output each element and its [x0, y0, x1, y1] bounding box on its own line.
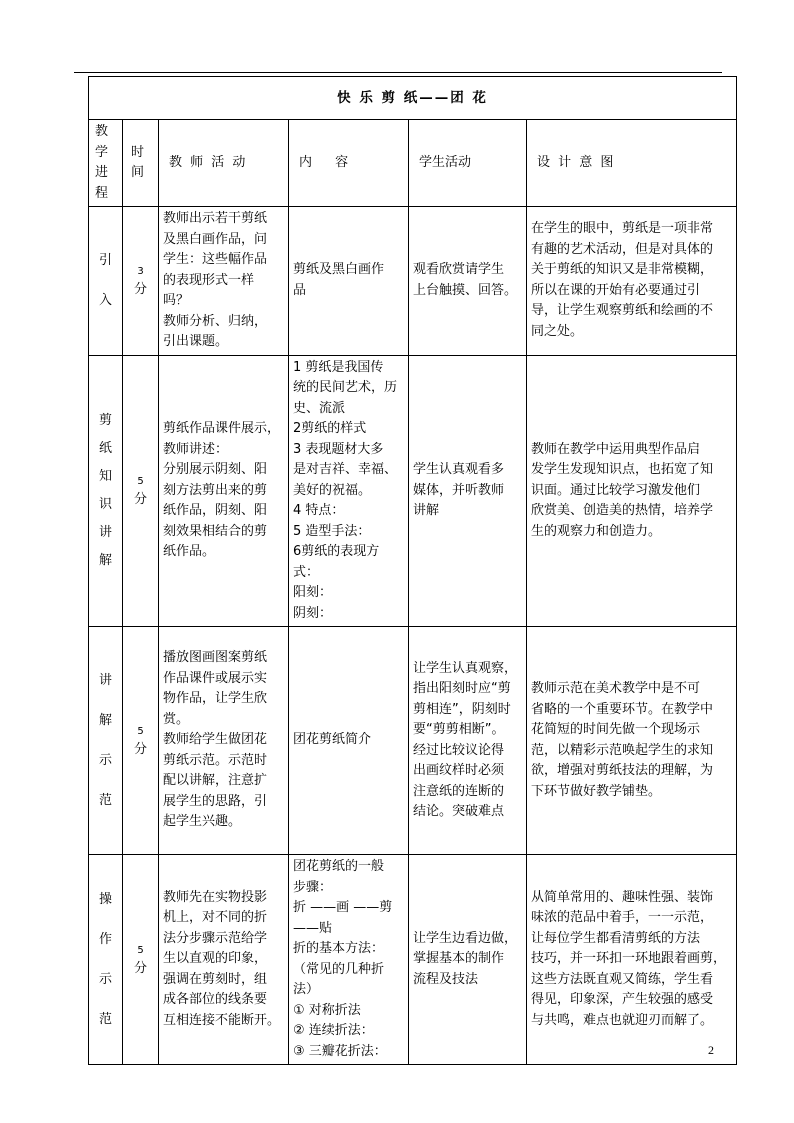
content-cell: 团花剪纸简介: [289, 627, 409, 855]
header-time-char: 间: [131, 165, 145, 180]
stage-char: 讲: [98, 524, 112, 540]
time-unit: 分: [133, 960, 147, 976]
header-time-char: 时: [131, 144, 145, 160]
stage-char: 识: [98, 496, 112, 512]
time-unit: 分: [133, 491, 147, 507]
stage-char: 作: [98, 931, 112, 947]
header-stage-char: 教: [95, 124, 109, 139]
design-intent: 在学生的眼中，剪纸是一项非常 有趣的艺术活动，但是对具体的 关于剪纸的知识又是非常模糊， 所以在课的开始有必要通过引 导，让学生观察剪纸和绘画的不 同之处。: [527, 207, 737, 356]
design-intent: 教师在教学中运用典型作品启 发学生发现知识点，也拓宽了知 识面。通过比较学习激发他们 欣赏美、创造美的热情，培养学 生的观察力和创造力。: [527, 355, 737, 627]
time-number: 5: [137, 725, 144, 737]
title-row: [89, 77, 737, 120]
design-intent: 教师示范在美术教学中是不可 省略的一个重要环节。在教学中 花简短的时间先做一个现场示 范，以精彩示范唤起学生的求知 欲，增强对剪纸技法的理解，为 下环节做好教学铺垫。: [527, 627, 737, 855]
time-cell: [123, 627, 159, 855]
stage-cell: [89, 355, 123, 627]
header-stage-char: 进: [95, 165, 109, 180]
time-number: 5: [137, 475, 144, 487]
stage-char: 知: [98, 468, 112, 484]
teacher-activity: 教师出示若干剪纸 及黑白画作品，问 学生：这些幅作品 的表现形式一样 吗？ 教师分析、归纳， 引出课题。: [159, 207, 289, 356]
header-student: 学生活动: [409, 120, 527, 207]
time-unit: 分: [133, 741, 147, 757]
time-cell: [123, 207, 159, 356]
stage-char: 纸: [98, 440, 112, 456]
header-content: 内 容: [289, 120, 409, 207]
teacher-activity: 播放图画图案剪纸 作品课件或展示实 物作品，让学生欣 赏。 教师给学生做团花 剪纸示范。示范时 配以讲解，注意扩 展学生的思路，引 起学生兴趣。: [159, 627, 289, 855]
teacher-activity: 教师先在实物投影 机上，对不同的折 法分步骤示范给学 生以直观的印象， 强调在剪刻时，组 成各部位的线条要 互相连接不能断开。: [159, 855, 289, 1065]
stage-char: 入: [98, 292, 112, 308]
stage-char: 范: [98, 1011, 112, 1027]
header-intent: 设 计 意 图: [527, 120, 737, 207]
header-stage: [89, 120, 123, 207]
content-cell: 团花剪纸的一般 步骤： 折 ——画 ——剪 ——贴 折的基本方法： （常见的几种折 法） ① 对称折法 ② 连续折法： ③ 三瓣花折法：: [289, 855, 409, 1065]
table-row: [89, 355, 737, 627]
stage-char: 示: [98, 971, 112, 987]
stage-char: 解: [98, 712, 112, 728]
stage-cell: [89, 627, 123, 855]
time-unit: 分: [133, 281, 147, 297]
table-row: [89, 627, 737, 855]
table-row: [89, 855, 737, 1065]
lesson-plan-table: [88, 76, 737, 1065]
header-stage-char: 程: [95, 185, 109, 201]
table-row: [89, 207, 737, 356]
stage-char: 剪: [98, 412, 112, 428]
student-activity: 让学生边看边做， 掌握基本的制作 流程及技法: [409, 855, 527, 1065]
content-cell: 剪纸及黑白画作 品: [289, 207, 409, 356]
time-cell: [123, 355, 159, 627]
stage-char: 引: [98, 252, 112, 268]
header-rule: [74, 72, 722, 73]
header-time: [123, 120, 159, 207]
time-number: 3: [137, 265, 144, 277]
stage-char: 范: [98, 792, 112, 808]
stage-char: 解: [98, 552, 112, 568]
stage-cell: [89, 207, 123, 356]
stage-cell: [89, 855, 123, 1065]
time-cell: [123, 855, 159, 1065]
lesson-title: 快 乐 剪 纸——团 花: [89, 77, 737, 120]
teacher-activity: 剪纸作品课件展示， 教师讲述： 分别展示阴刻、阳 刻方法剪出来的剪 纸作品，阴刻、阳 刻效果相结合的剪 纸作品。: [159, 355, 289, 627]
header-stage-char: 学: [95, 144, 109, 160]
time-number: 5: [137, 944, 144, 956]
stage-char: 讲: [98, 672, 112, 688]
design-intent: 从简单常用的、趣味性强、装饰 味浓的范品中着手，一一示范， 让每位学生都看清剪纸的方法 技巧，并一环扣一环地跟着画剪， 这些方法既直观又简练，学生看 得见，印象深，产生较强的感受 与共鸣，难点也就迎刃而解了。: [527, 855, 737, 1065]
header-row: [89, 120, 737, 207]
student-activity: 学生认真观看多 媒体，并听教师 讲解: [409, 355, 527, 627]
student-activity: 观看欣赏请学生 上台触摸、回答。: [409, 207, 527, 356]
stage-char: 操: [98, 891, 112, 907]
student-activity: 让学生认真观察， 指出阳刻时应“剪 剪相连”，阴刻时 要“剪剪相断”。 经过比较议论得 出画纹样时必须 注意纸的连断的 结论。突破难点: [409, 627, 527, 855]
stage-char: 示: [98, 752, 112, 768]
page-number: 2: [708, 1043, 714, 1057]
content-cell: 1 剪纸是我国传 统的民间艺术，历 史、流派 2剪纸的样式 3 表现题材大多 是对吉祥、幸福、 美好的祝福。 4 特点： 5 造型手法： 6剪纸的表现方式： 阳刻： 阴刻：: [289, 355, 409, 627]
header-teacher: 教 师 活 动: [159, 120, 289, 207]
